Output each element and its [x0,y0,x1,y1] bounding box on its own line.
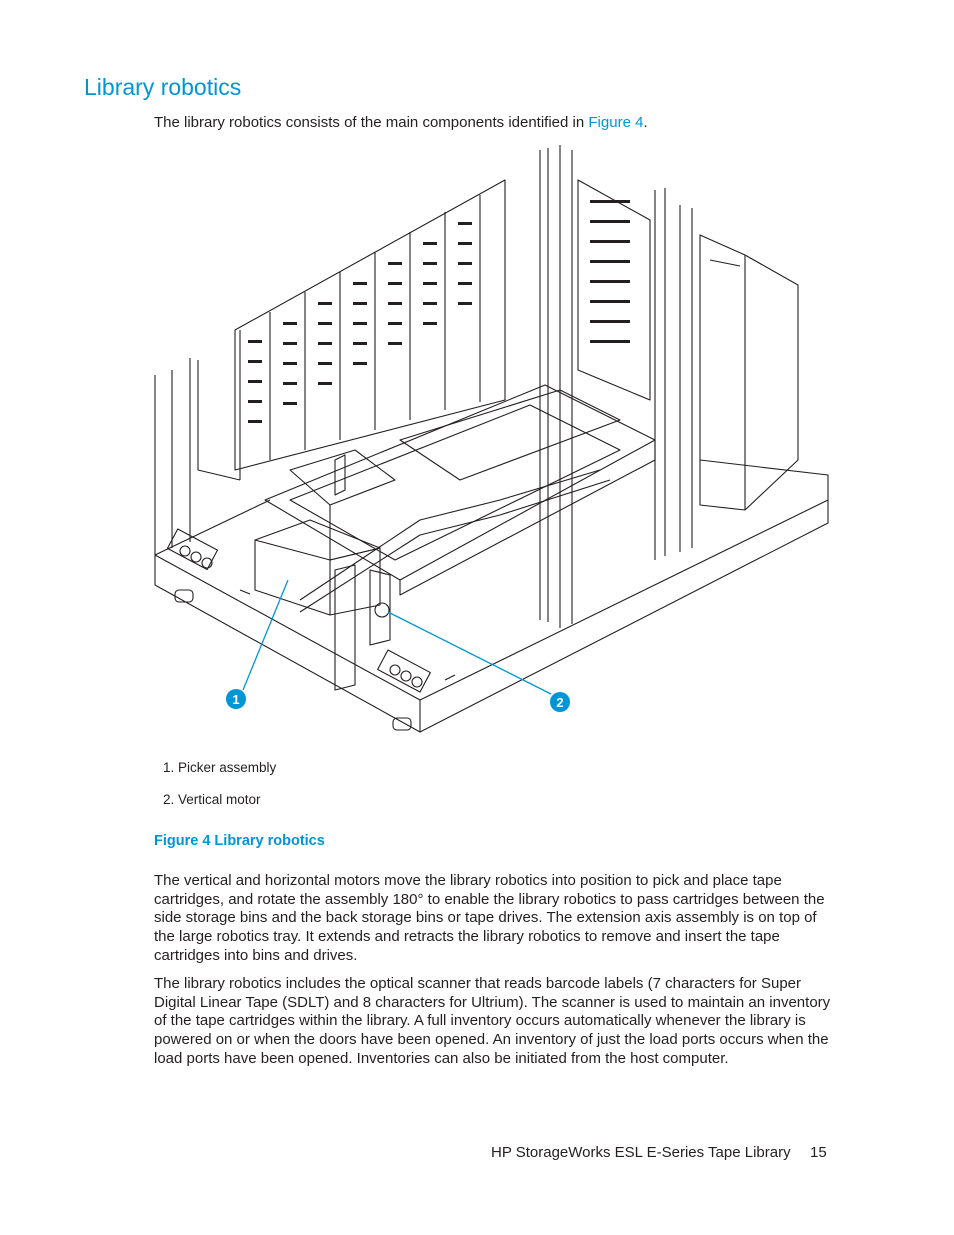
library-robotics-illustration [150,140,840,740]
callout-2-label: 2 [556,695,564,710]
page-number: 15 [810,1144,827,1161]
footer-title: HP StorageWorks ESL E-Series Tape Library [491,1144,791,1161]
section-heading: Library robotics [84,74,242,100]
body-paragraph-2: The library robotics includes the optical scanner that reads barcode labels (7 characters for Super Digital Linear Tape (SDLT) and 8 characters for Ultrium). The scanner is used to maintain an inventory of the tape cartridges within the library. A full inventory occurs automatically whenever the library is powered on or when the doors have been opened. An inventory of just the load ports occurs when the load ports have been opened. Inventories can also be initiated from the host computer. [154,975,831,1067]
body-paragraph-1: The vertical and horizontal motors move the library robotics into position to pick and place tape cartridges, and rotate the assembly 180° to enable the library robotics to pass cartridges between the side storage bins and the back storage bins or tape drives. The extension axis assembly is on top of the large robotics tray. It extends and retracts the library robotics to remove and insert the tape cartridges into bins and drives. [154,872,825,964]
legend-item-1: 1. Picker assembly [163,760,277,775]
figure-link[interactable]: Figure 4 [588,114,644,131]
callout-1 [226,689,246,709]
callout-1-label: 1 [232,692,240,707]
intro-paragraph [154,113,648,132]
intro-text: The library robotics consists of the main components identified in [154,114,589,131]
intro-end: . [643,114,648,131]
callout-2 [550,692,570,712]
legend-item-2: 2. Vertical motor [163,792,261,807]
figure-caption: Figure 4 Library robotics [154,833,325,849]
